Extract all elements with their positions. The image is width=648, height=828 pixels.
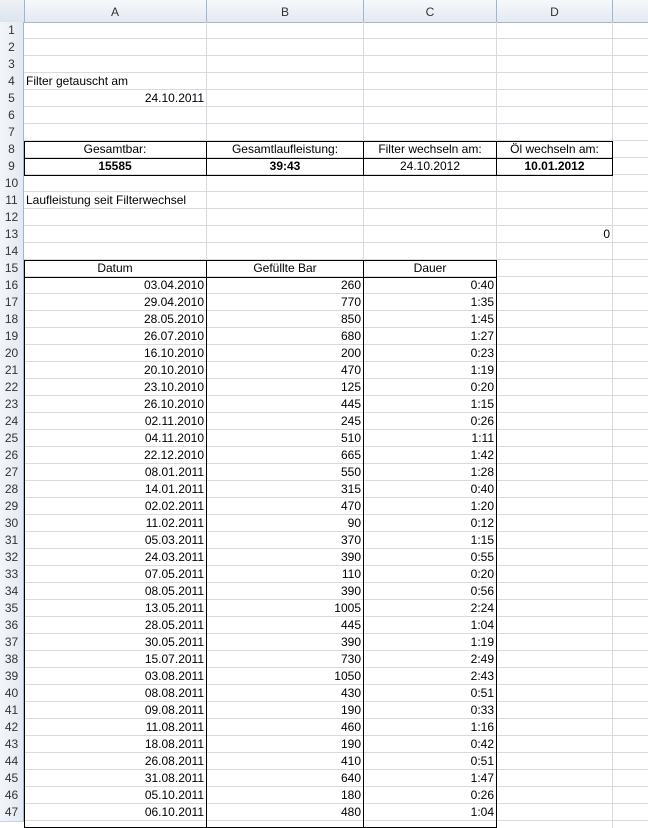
row-header[interactable]: 25 [0, 430, 24, 448]
summary-header-oel-wechseln[interactable]: Öl wechseln am: [510, 142, 599, 156]
table-cell-datum[interactable]: 15.07.2011 [144, 652, 204, 666]
row-header[interactable]: 36 [0, 617, 24, 635]
laufleistung-label[interactable]: Laufleistung seit Filterwechsel [26, 193, 187, 207]
select-all-corner[interactable] [0, 0, 25, 22]
table-cell-bar[interactable]: 190 [340, 737, 361, 751]
table-cell-dauer[interactable]: 1:42 [470, 448, 494, 462]
table-cell-dauer[interactable]: 1:27 [470, 329, 494, 343]
row-header[interactable]: 37 [0, 634, 24, 652]
table-cell-dauer[interactable]: 2:24 [470, 601, 494, 615]
row-header[interactable]: 10 [0, 175, 24, 193]
row-header[interactable]: 26 [0, 447, 24, 465]
row-header[interactable]: 12 [0, 209, 24, 227]
table-cell-bar[interactable]: 470 [340, 363, 361, 377]
table-cell-bar[interactable]: 410 [340, 754, 361, 768]
column-header-e[interactable] [613, 0, 648, 22]
table-cell-bar[interactable]: 260 [340, 278, 361, 292]
table-cell-dauer[interactable]: 0:33 [470, 703, 494, 717]
summary-header-gesamtlaufleistung[interactable]: Gesamtlaufleistung: [231, 142, 339, 156]
row-header[interactable]: 45 [0, 770, 24, 788]
gridline [24, 123, 648, 124]
row-header[interactable]: 29 [0, 498, 24, 516]
table-cell-dauer[interactable]: 0:23 [470, 346, 494, 360]
table-cell-dauer[interactable]: 1:15 [470, 397, 494, 411]
table-cell-bar[interactable]: 850 [340, 312, 361, 326]
row-header[interactable]: 43 [0, 736, 24, 754]
table-cell-datum[interactable]: 07.05.2011 [144, 567, 204, 581]
table-cell-dauer[interactable]: 1:47 [470, 771, 494, 785]
row-header[interactable]: 11 [0, 192, 24, 210]
row-header[interactable]: 31 [0, 532, 24, 550]
row-header[interactable]: 22 [0, 379, 24, 397]
table-cell-datum[interactable]: 26.07.2010 [143, 329, 204, 343]
summary-value-oel-wechseln[interactable]: 10.01.2012 [524, 159, 585, 173]
table-cell-dauer[interactable]: 1:28 [470, 465, 494, 479]
table-cell-datum[interactable]: 02.02.2011 [144, 499, 204, 513]
table-cell-datum[interactable]: 28.05.2011 [144, 618, 204, 632]
gridline [24, 38, 648, 39]
table-cell-dauer[interactable]: 0:42 [470, 737, 494, 751]
row-header[interactable]: 21 [0, 362, 24, 380]
table-cell-bar[interactable]: 90 [347, 516, 361, 530]
table-cell-dauer[interactable]: 1:15 [470, 533, 494, 547]
table-cell-datum[interactable]: 03.08.2011 [144, 669, 204, 683]
table-cell-dauer[interactable]: 0:51 [470, 754, 494, 768]
table-cell-bar[interactable]: 445 [340, 618, 361, 632]
summary-value-gesamtbar[interactable]: 15585 [98, 159, 132, 173]
row-header[interactable]: 1 [0, 22, 24, 40]
row-header[interactable]: 19 [0, 328, 24, 346]
table-cell-datum[interactable]: 11.08.2011 [145, 720, 204, 734]
table-cell-bar[interactable]: 665 [340, 448, 361, 462]
table-cell-bar[interactable]: 315 [340, 482, 361, 496]
summary-header-gesamtbar[interactable]: Gesamtbar: [83, 142, 147, 156]
table-cell-datum[interactable]: 20.10.2010 [143, 363, 204, 377]
row-header[interactable]: 9 [0, 158, 24, 176]
table-cell-bar[interactable]: 110 [341, 567, 361, 581]
table-cell-datum[interactable]: 05.10.2011 [144, 788, 204, 802]
row-header[interactable]: 15 [0, 260, 24, 278]
table-cell-datum[interactable]: 02.11.2010 [144, 414, 204, 428]
row-header[interactable]: 7 [0, 124, 24, 142]
table-header-datum[interactable]: Datum [97, 261, 133, 275]
table-cell-dauer[interactable]: 0:51 [470, 686, 494, 700]
table-cell-datum[interactable]: 13.05.2011 [144, 601, 204, 615]
table-cell-datum[interactable]: 08.05.2011 [144, 584, 204, 598]
table-cell-datum[interactable]: 04.11.2010 [144, 431, 204, 445]
table-cell-bar[interactable]: 125 [340, 380, 361, 394]
table-cell-datum[interactable]: 06.10.2011 [144, 805, 204, 819]
table-cell-dauer[interactable]: 0:40 [470, 482, 494, 496]
table-cell-bar[interactable]: 460 [340, 720, 361, 734]
table-cell-datum[interactable]: 08.01.2011 [144, 465, 204, 479]
table-cell-dauer[interactable]: 1:04 [470, 805, 494, 819]
row-header[interactable]: 28 [0, 481, 24, 499]
table-cell-dauer[interactable]: 1:19 [470, 635, 494, 649]
row-header[interactable]: 38 [0, 651, 24, 669]
table-cell-dauer[interactable]: 2:43 [470, 669, 494, 683]
row-header[interactable]: 42 [0, 719, 24, 737]
table-cell-datum[interactable]: 30.05.2011 [144, 635, 204, 649]
row-header[interactable]: 8 [0, 141, 24, 159]
table-cell-bar[interactable]: 1050 [334, 669, 361, 683]
column-header-d[interactable]: D [497, 0, 613, 22]
table-cell-bar[interactable]: 730 [340, 652, 361, 666]
table-cell-bar[interactable]: 470 [340, 499, 361, 513]
row-header[interactable]: 23 [0, 396, 24, 414]
table-cell-bar[interactable]: 550 [340, 465, 361, 479]
table-cell-bar[interactable]: 390 [340, 550, 361, 564]
table-cell-datum[interactable]: 16.10.2010 [143, 346, 204, 360]
row-header[interactable]: 32 [0, 549, 24, 567]
summary-header-filter-wechseln[interactable]: Filter wechseln am: [378, 142, 482, 156]
table-cell-bar[interactable]: 370 [340, 533, 361, 547]
table-cell-bar[interactable]: 245 [340, 414, 361, 428]
row-header[interactable]: 14 [0, 243, 24, 261]
table-cell-dauer[interactable]: 1:16 [470, 720, 494, 734]
laufleistung-value[interactable]: 0 [603, 227, 610, 241]
row-header[interactable]: 27 [0, 464, 24, 482]
table-header-gefuellte-bar[interactable]: Gefüllte Bar [253, 261, 317, 275]
filter-label[interactable]: Filter getauscht am [26, 74, 129, 88]
table-cell-dauer[interactable]: 1:20 [470, 499, 494, 513]
table-header-dauer[interactable]: Dauer [413, 261, 447, 275]
row-header[interactable]: 46 [0, 787, 24, 805]
table-cell-dauer[interactable]: 0:26 [470, 788, 494, 802]
table-cell-datum[interactable]: 11.02.2011 [145, 516, 204, 530]
row-header[interactable]: 16 [0, 277, 24, 295]
table-cell-datum[interactable]: 31.08.2011 [144, 771, 204, 785]
table-cell-dauer[interactable]: 0:20 [470, 380, 494, 394]
row-header[interactable]: 18 [0, 311, 24, 329]
table-cell-datum[interactable]: 18.08.2011 [144, 737, 204, 751]
table-cell-dauer[interactable]: 0:56 [470, 584, 494, 598]
row-header[interactable]: 35 [0, 600, 24, 618]
column-header-a[interactable]: A [24, 0, 207, 22]
row-header[interactable]: 13 [0, 226, 24, 244]
table-cell-datum[interactable]: 05.03.2011 [144, 533, 204, 547]
table-cell-bar[interactable]: 1005 [334, 601, 361, 615]
table-cell-bar[interactable]: 445 [340, 397, 361, 411]
row-header[interactable]: 30 [0, 515, 24, 533]
table-cell-dauer[interactable]: 1:04 [470, 618, 494, 632]
table-cell-bar[interactable]: 390 [340, 635, 361, 649]
column-header-b[interactable]: B [207, 0, 364, 22]
row-header[interactable]: 17 [0, 294, 24, 312]
table-cell-bar[interactable]: 510 [340, 431, 361, 445]
table-cell-datum[interactable]: 28.05.2010 [143, 312, 204, 326]
table-cell-datum[interactable]: 22.12.2010 [143, 448, 204, 462]
row-header[interactable]: 6 [0, 107, 24, 125]
row-header[interactable]: 39 [0, 668, 24, 686]
table-cell-bar[interactable]: 390 [340, 584, 361, 598]
row-header[interactable]: 44 [0, 753, 24, 771]
table-cell-bar[interactable]: 480 [340, 805, 361, 819]
table-cell-bar[interactable]: 680 [340, 329, 361, 343]
table-cell-bar[interactable]: 770 [340, 295, 361, 309]
row-header[interactable]: 5 [0, 90, 24, 108]
table-cell-datum[interactable]: 29.04.2010 [143, 295, 204, 309]
table-cell-dauer[interactable]: 1:45 [470, 312, 494, 326]
row-header[interactable]: 41 [0, 702, 24, 720]
table-cell-bar[interactable]: 190 [340, 703, 361, 717]
summary-value-filter-wechseln[interactable]: 24.10.2012 [399, 159, 461, 173]
table-cell-datum[interactable]: 24.03.2011 [144, 550, 204, 564]
table-cell-datum[interactable]: 23.10.2010 [143, 380, 204, 394]
column-header-c[interactable]: C [364, 0, 497, 22]
table-cell-datum[interactable]: 26.10.2010 [143, 397, 204, 411]
table-cell-dauer[interactable]: 0:12 [470, 516, 494, 530]
table-cell-dauer[interactable]: 0:55 [470, 550, 494, 564]
column-header-bar [0, 0, 648, 23]
filter-date[interactable]: 24.10.2011 [144, 91, 204, 105]
table-cell-datum[interactable]: 03.04.2010 [143, 278, 204, 292]
table-cell-dauer[interactable]: 1:19 [470, 363, 494, 377]
table-cell-dauer[interactable]: 0:26 [470, 414, 494, 428]
table-cell-dauer[interactable]: 0:20 [470, 567, 494, 581]
table-cell-bar[interactable]: 640 [340, 771, 361, 785]
row-header[interactable]: 47 [0, 804, 24, 822]
table-cell-bar[interactable]: 430 [340, 686, 361, 700]
row-header[interactable]: 20 [0, 345, 24, 363]
table-cell-datum[interactable]: 26.08.2011 [144, 754, 204, 768]
table-cell-dauer[interactable]: 1:11 [471, 431, 494, 445]
table-cell-bar[interactable]: 200 [340, 346, 361, 360]
table-cell-datum[interactable]: 09.08.2011 [144, 703, 204, 717]
table-cell-datum[interactable]: 08.08.2011 [144, 686, 204, 700]
row-header[interactable]: 34 [0, 583, 24, 601]
summary-value-gesamtlaufleistung[interactable]: 39:43 [269, 159, 301, 173]
table-cell-bar[interactable]: 180 [340, 788, 361, 802]
row-header[interactable]: 3 [0, 56, 24, 74]
row-header[interactable]: 40 [0, 685, 24, 703]
table-cell-dauer[interactable]: 1:35 [470, 295, 494, 309]
gridline [24, 55, 648, 56]
row-header[interactable]: 4 [0, 73, 24, 91]
table-cell-datum[interactable]: 14.01.2011 [144, 482, 204, 496]
table-cell-dauer[interactable]: 2:49 [470, 652, 494, 666]
row-header[interactable]: 24 [0, 413, 24, 431]
row-header[interactable]: 2 [0, 39, 24, 57]
table-cell-dauer[interactable]: 0:40 [470, 278, 494, 292]
row-header[interactable]: 33 [0, 566, 24, 584]
